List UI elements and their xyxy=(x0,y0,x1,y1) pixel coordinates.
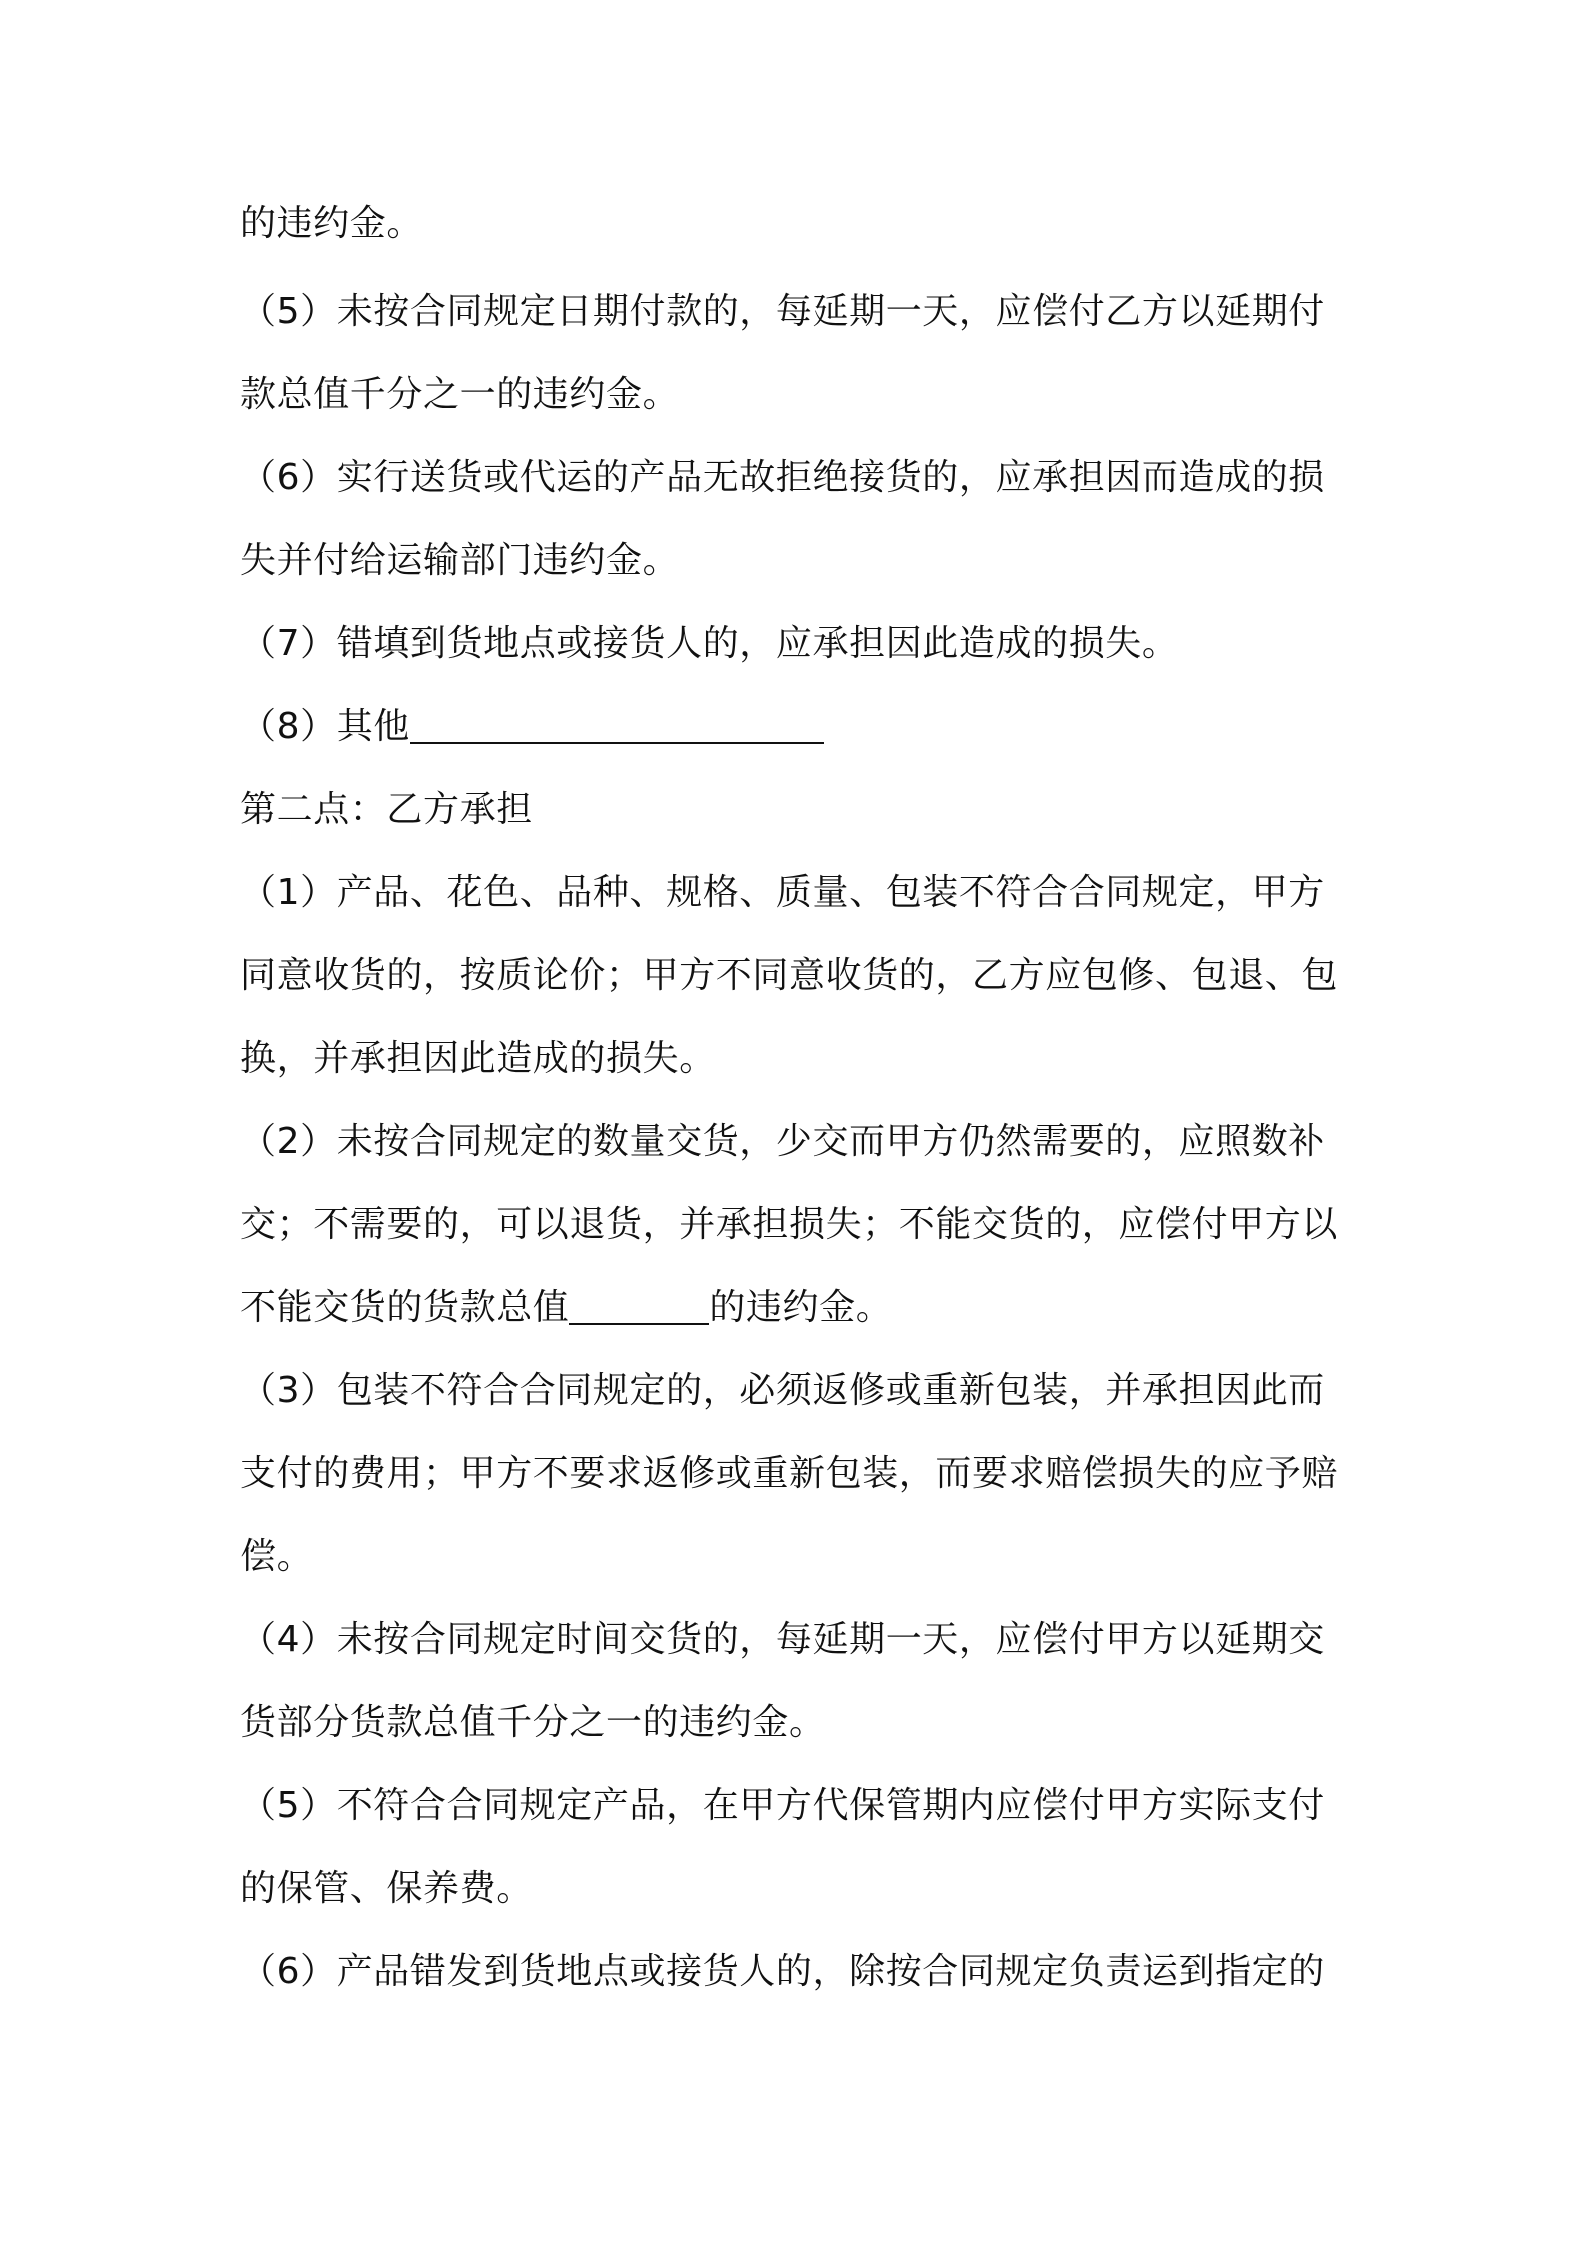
clause-5-line-2: 款总值千分之一的违约金。 xyxy=(240,374,680,415)
clause-8-line xyxy=(240,703,824,751)
text-line: 的违约金。 xyxy=(240,203,424,244)
clause-5-line-1: （5）未按合同规定日期付款的，每延期一天，应偿付乙方以延期付 xyxy=(240,291,1325,332)
clause-b1-line-3: 换，并承担因此造成的损失。 xyxy=(240,1038,716,1079)
fill-in-blank[interactable] xyxy=(569,1287,709,1325)
clause-b3-line-3: 偿。 xyxy=(240,1536,314,1577)
clause-8-text: （8）其他 xyxy=(240,706,410,747)
clause-b2-line-2: 交；不需要的，可以退货，并承担损失；不能交货的，应偿付甲方以 xyxy=(240,1204,1339,1245)
section-heading: 第二点：乙方承担 xyxy=(240,789,533,830)
clause-7-line: （7）错填到货地点或接货人的，应承担因此造成的损失。 xyxy=(240,623,1179,664)
clause-b2-text-after: 的违约金。 xyxy=(709,1287,893,1328)
clause-b6-line-1: （6）产品错发到货地点或接货人的，除按合同规定负责运到指定的 xyxy=(240,1951,1325,1992)
clause-b2-line-1: （2）未按合同规定的数量交货，少交而甲方仍然需要的，应照数补 xyxy=(240,1121,1325,1162)
fill-in-blank[interactable] xyxy=(410,706,824,744)
clause-b4-line-1: （4）未按合同规定时间交货的，每延期一天，应偿付甲方以延期交 xyxy=(240,1619,1325,1660)
clause-6-line-1: （6）实行送货或代运的产品无故拒绝接货的，应承担因而造成的损 xyxy=(240,457,1325,498)
clause-b3-line-2: 支付的费用；甲方不要求返修或重新包装，而要求赔偿损失的应予赔 xyxy=(240,1453,1339,1494)
clause-b1-line-2: 同意收货的，按质论价；甲方不同意收货的，乙方应包修、包退、包 xyxy=(240,955,1339,996)
clause-b3-line-1: （3）包装不符合合同规定的，必须返修或重新包装，并承担因此而 xyxy=(240,1370,1325,1411)
clause-6-line-2: 失并付给运输部门违约金。 xyxy=(240,540,680,581)
clause-b1-line-1: （1）产品、花色、品种、规格、质量、包装不符合合同规定，甲方 xyxy=(240,872,1325,913)
clause-b2-line-3 xyxy=(240,1284,892,1332)
clause-b5-line-2: 的保管、保养费。 xyxy=(240,1868,533,1909)
clause-b5-line-1: （5）不符合合同规定产品，在甲方代保管期内应偿付甲方实际支付 xyxy=(240,1785,1325,1826)
clause-b2-text-before: 不能交货的货款总值 xyxy=(240,1287,570,1328)
clause-b4-line-2: 货部分货款总值千分之一的违约金。 xyxy=(240,1702,826,1743)
